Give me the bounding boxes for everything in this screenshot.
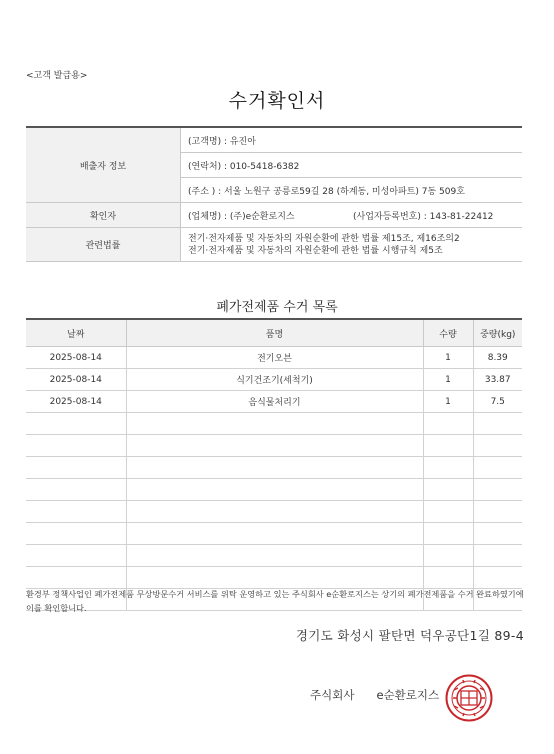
row-item: 전기오븐 [126,347,423,369]
law-cell [181,228,523,262]
empty-cell [126,457,423,479]
row-date: 2025-08-14 [26,391,126,413]
row-item: 음식물처리기 [126,391,423,413]
empty-table-row [26,523,522,545]
empty-cell [423,413,473,435]
info-table [26,126,522,262]
empty-cell [126,567,423,589]
law-line-1: 전기·전자제품 및 자동차의 자원순환에 관한 법률 제15조, 제16조의2 [188,233,460,244]
empty-cell [26,523,126,545]
company-address: 경기도 화성시 팔탄면 덕우공단1길 89-4 [295,628,524,643]
empty-cell [473,545,522,567]
confirmation-statement: 환경부 정책사업인 폐가전제품 무상방문수거 서비스를 위탁 운영하고 있는 주식회사 e순환로지스는 상기의 폐가전제품을 수거 완료하였기에 이를 확인합니다. [26,589,524,613]
empty-table-row [26,501,522,523]
row-quantity: 1 [423,347,473,369]
empty-cell [423,545,473,567]
empty-cell [473,479,522,501]
empty-cell [26,435,126,457]
customer-address: (주소 ) : 서울 노원구 공릉로59길 28 (하계동, 미성아파트) 7동 509호 [181,178,523,203]
row-weight: 33.87 [473,369,522,391]
empty-cell [473,523,522,545]
row-quantity: 1 [423,369,473,391]
empty-cell [26,413,126,435]
empty-table-row [26,413,522,435]
empty-cell [473,457,522,479]
empty-table-row [26,457,522,479]
empty-cell [26,545,126,567]
table-row [26,369,522,391]
law-line-2: 전기·전자제품 및 자동차의 자원순환에 관한 법률 시행규칙 제5조 [188,245,443,256]
header-quantity: 수량 [423,319,473,347]
row-item: 식기건조기(세척기) [126,369,423,391]
header-date: 날짜 [26,319,126,347]
empty-cell [423,523,473,545]
empty-cell [423,479,473,501]
empty-cell [423,435,473,457]
customer-name: (고객명) : 유진아 [181,127,523,153]
company-signature [310,687,439,703]
empty-cell [473,567,522,589]
empty-cell [26,567,126,589]
header-weight: 중량(kg) [473,319,522,347]
empty-cell [473,501,522,523]
row-weight: 7.5 [473,391,522,413]
table-row [26,347,522,369]
empty-table-row [26,567,522,589]
empty-table-row [26,435,522,457]
copy-label: <고객 발급용> [26,71,88,81]
empty-cell [126,523,423,545]
empty-cell [26,501,126,523]
company-name: (업체명) : (주)e순환로지스 [188,211,295,222]
empty-table-row [26,545,522,567]
items-table [26,318,522,611]
row-date: 2025-08-14 [26,369,126,391]
empty-cell [26,457,126,479]
empty-cell [473,435,522,457]
customer-contact: (연락처) : 010-5418-6382 [181,153,523,178]
emitter-label: 배출자 정보 [26,127,181,203]
row-weight: 8.39 [473,347,522,369]
document-title: 수거확인서 [228,90,326,112]
empty-cell [126,413,423,435]
confirmer-cell [181,203,523,228]
empty-cell [126,501,423,523]
row-quantity: 1 [423,391,473,413]
company-prefix: 주식회사 [310,688,355,702]
law-label: 관련법률 [26,228,181,262]
confirmer-label: 확인자 [26,203,181,228]
empty-cell [423,457,473,479]
list-title: 폐가전제품 수거 목록 [216,300,338,315]
company-seal-icon [445,674,493,722]
header-item: 품명 [126,319,423,347]
registration-number: (사업자등록번호) : 143-81-22412 [353,211,494,222]
empty-cell [126,435,423,457]
empty-cell [423,567,473,589]
empty-cell [423,501,473,523]
row-date: 2025-08-14 [26,347,126,369]
table-row [26,391,522,413]
footer-company-name: e순환로지스 [376,688,440,702]
empty-cell [126,545,423,567]
empty-cell [473,413,522,435]
empty-table-row [26,479,522,501]
empty-cell [26,479,126,501]
empty-cell [126,479,423,501]
